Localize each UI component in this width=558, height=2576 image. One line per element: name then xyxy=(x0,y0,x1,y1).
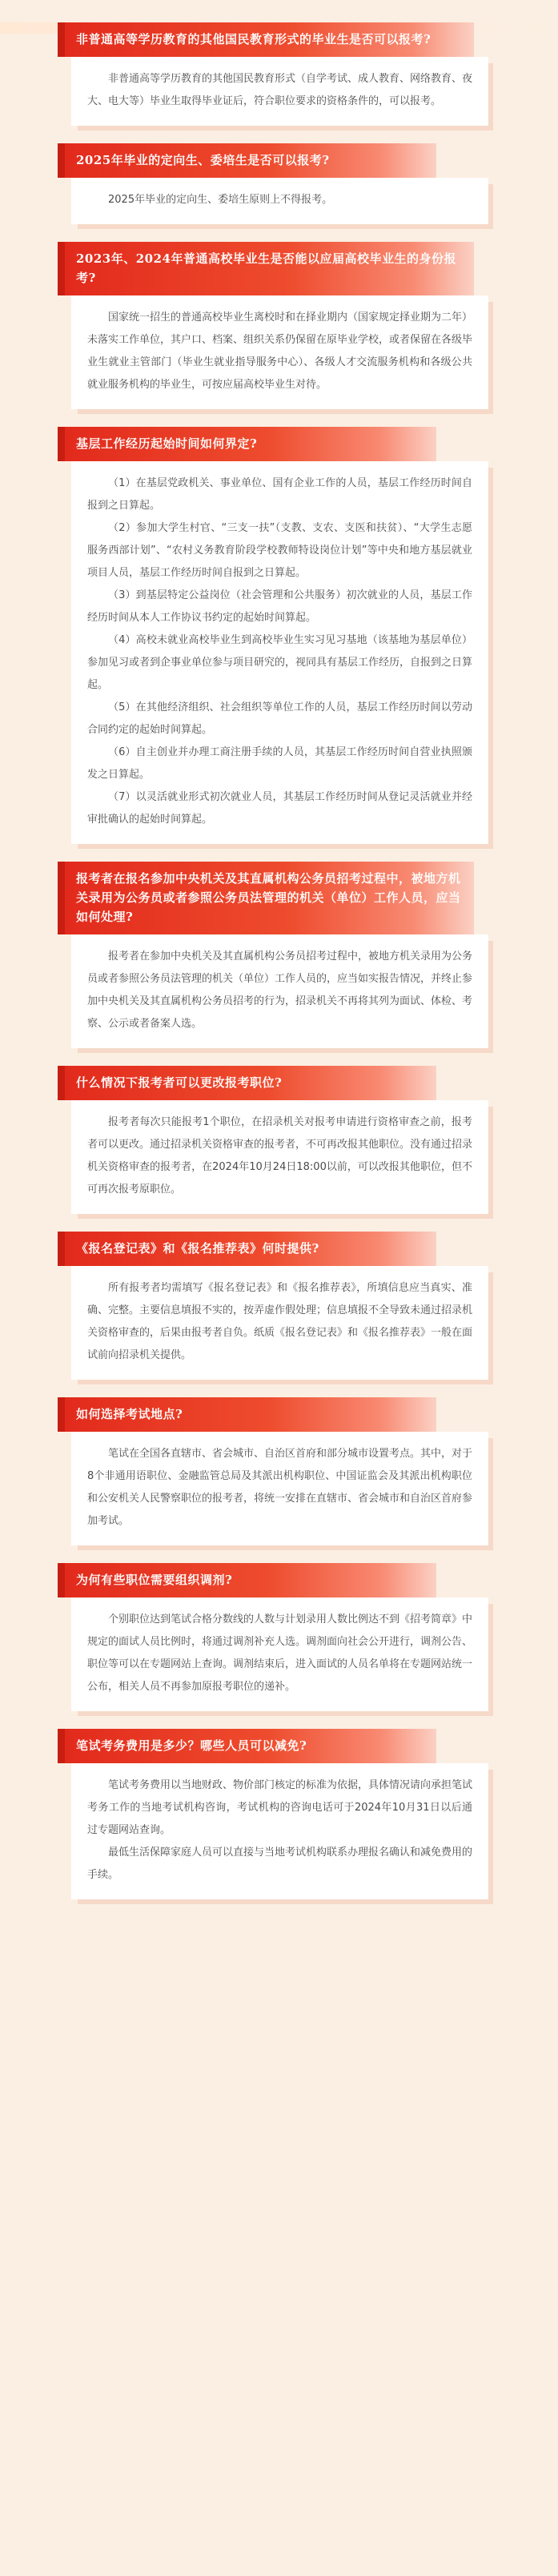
answer-paragraph: 报考者每次只能报考1个职位，在招录机关对报考申请进行资格审查之前，报考者可以更改。通过招录机关资格审查的报考者，不可再改报其他职位。没有通过招录机关资格审查的报考者，在2024年10月24日18:00以前，可以改报其他职位，但不可再次报考原职位。 xyxy=(87,1116,473,1196)
banner-accent xyxy=(58,427,65,461)
banner-accent xyxy=(58,242,65,295)
card-shadow xyxy=(78,844,493,849)
answer-paragraph: 2025年毕业的定向生、委培生原则上不得报考。 xyxy=(108,194,333,206)
faq-section xyxy=(0,1232,558,1380)
section-title: 基层工作经历起始时间如何界定? xyxy=(76,436,258,451)
section-title-banner xyxy=(65,1563,436,1597)
faq-sections xyxy=(0,22,558,1899)
section-title-banner xyxy=(65,1729,436,1763)
card-shadow xyxy=(488,941,493,1053)
answer-paragraph: 国家统一招生的普通高校毕业生离校时和在择业期内（国家规定择业期为二年）未落实工作单位，其户口、档案、组织关系仍保留在原毕业学校，或者保留在各级毕业生就业主管部门（毕业生就业指导服务中心）、各级人才交流服务机构和各级公共就业服务机构的毕业生，可按应届高校毕业生对待。 xyxy=(87,311,473,391)
banner-accent xyxy=(58,1729,65,1763)
card-shadow xyxy=(488,63,493,131)
answer-paragraph: （7）以灵活就业形式初次就业人员，其基层工作经历时间从登记灵活就业并经审批确认的起始时间算起。 xyxy=(87,791,472,826)
answer-paragraph: （5）在其他经济组织、社会组织等单位工作的人员，基层工作经历时间以劳动合同约定的起始时间算起。 xyxy=(87,701,472,736)
card-shadow xyxy=(488,468,493,849)
answer-paragraph: 笔试在全国各直辖市、省会城市、自治区首府和部分城市设置考点。其中，对于8个非通用语职位、金融监管总局及其派出机构职位、中国证监会及其派出机构职位和公安机关人民警察职位的报考者，将统一安排在直辖市、省会城市和自治区首府参加考试。 xyxy=(87,1448,473,1527)
card-shadow xyxy=(78,1048,493,1053)
answer-paragraph: （2）参加大学生村官、“三支一扶”（支教、支农、支医和扶贫）、“大学生志愿服务西部计划”、“农村义务教育阶段学校教师特设岗位计划”等中央和地方基层就业项目人员，基层工作经历时间自报到之日算起。 xyxy=(87,522,472,579)
faq-section xyxy=(0,22,558,126)
faq-section xyxy=(0,143,558,224)
section-title-banner xyxy=(65,22,474,57)
banner-accent xyxy=(58,1397,65,1432)
card-shadow xyxy=(78,1545,493,1550)
faq-section xyxy=(0,1563,558,1711)
banner-accent xyxy=(58,1232,65,1266)
section-answer-card xyxy=(71,1763,488,1899)
section-answer-card xyxy=(71,1597,488,1711)
section-title: 什么情况下报考者可以更改报考职位? xyxy=(76,1075,283,1090)
answer-paragraph: 非普通高等学历教育的其他国民教育形式（自学考试、成人教育、网络教育、夜大、电大等）毕业生取得毕业证后，符合职位要求的资格条件的，可以报考。 xyxy=(87,73,473,107)
section-title-banner xyxy=(65,143,436,178)
banner-accent xyxy=(58,143,65,178)
card-shadow xyxy=(488,184,493,229)
banner-accent xyxy=(58,862,65,934)
card-shadow xyxy=(488,1604,493,1716)
card-shadow xyxy=(78,1380,493,1384)
faq-section xyxy=(0,1066,558,1214)
card-shadow xyxy=(488,1272,493,1384)
answer-paragraph: 报考者在参加中央机关及其直属机构公务员招考过程中，被地方机关录用为公务员或者参照公务员法管理的机关（单位）工作人员的，应当如实报告情况，并终止参加中央机关及其直属机构公务员招考的行为，招录机关不再将其列为面试、体检、考察、公示或者备案人选。 xyxy=(87,950,473,1030)
answer-paragraph: （3）到基层特定公益岗位（社会管理和公共服务）初次就业的人员，基层工作经历时间从本人工作协议书约定的起始时间算起。 xyxy=(87,589,472,624)
card-shadow xyxy=(78,1711,493,1716)
section-title: 非普通高等学历教育的其他国民教育形式的毕业生是否可以报考? xyxy=(76,32,432,46)
card-shadow xyxy=(488,302,493,414)
section-title: 笔试考务费用是多少？哪些人员可以减免? xyxy=(76,1738,307,1753)
answer-paragraph: 笔试考务费用以当地财政、物价部门核定的标准为依据，具体情况请向承担笔试考务工作的当地考试机构咨询，考试机构的咨询电话可于2024年10月31日以后通过专题网站查询。 xyxy=(87,1779,473,1836)
card-shadow xyxy=(488,1438,493,1550)
section-answer-card xyxy=(71,1432,488,1545)
section-answer-card xyxy=(71,178,488,224)
answer-paragraph: 最低生活保障家庭人员可以直接与当地考试机构联系办理报名确认和减免费用的手续。 xyxy=(87,1847,473,1881)
answer-paragraph: 个别职位达到笔试合格分数线的人数与计划录用人数比例达不到《招考简章》中规定的面试人员比例时，将通过调剂补充人选。调剂面向社会公开进行，调剂公告、职位等可以在专题网站上查询。调剂结束后，进入面试的人员名单将在专题网站统一公布，相关人员不再参加原报考职位的递补。 xyxy=(87,1614,473,1693)
faq-section xyxy=(0,427,558,844)
section-answer-card xyxy=(71,57,488,126)
answer-paragraph: （4）高校未就业高校毕业生到高校毕业生实习见习基地（该基地为基层单位）参加见习或者到企事业单位参与项目研究的，视同具有基层工作经历，自报到之日算起。 xyxy=(87,634,473,691)
banner-accent xyxy=(58,1563,65,1597)
answer-paragraph: 所有报考者均需填写《报名登记表》和《报名推荐表》，所填信息应当真实、准确、完整。主要信息填报不实的，按弄虚作假处理；信息填报不全导致未通过招录机关资格审查的，后果由报考者自负。纸质《报名登记表》和《报名推荐表》一般在面试前向招录机关提供。 xyxy=(87,1282,473,1361)
section-title-banner xyxy=(65,1066,436,1100)
card-shadow xyxy=(78,224,493,229)
page xyxy=(0,22,558,1973)
section-title: 报考者在报名参加中央机关及其直属机构公务员招考过程中，被地方机关录用为公务员或者参照公务员法管理的机关（单位）工作人员，应当如何处理? xyxy=(76,871,461,924)
banner-accent xyxy=(58,1066,65,1100)
card-shadow xyxy=(78,1214,493,1219)
answer-paragraph: （6）自主创业并办理工商注册手续的人员，其基层工作经历时间自营业执照颁发之日算起。 xyxy=(87,746,472,781)
section-title: 2023年、2024年普通高校毕业生是否能以应届高校毕业生的身份报考? xyxy=(76,251,456,285)
card-shadow xyxy=(488,1107,493,1219)
faq-section xyxy=(0,1397,558,1545)
section-title: 如何选择考试地点? xyxy=(76,1407,183,1421)
section-title-banner xyxy=(65,862,474,934)
section-answer-card xyxy=(71,934,488,1048)
faq-section xyxy=(0,862,558,1048)
card-shadow xyxy=(78,1899,493,1904)
card-shadow xyxy=(78,409,493,414)
faq-section xyxy=(0,1729,558,1899)
section-answer-card xyxy=(71,1266,488,1380)
section-title: 2025年毕业的定向生、委培生是否可以报考? xyxy=(76,153,330,167)
banner-accent xyxy=(58,22,65,57)
section-title-banner xyxy=(65,1397,436,1432)
section-title-banner xyxy=(65,427,436,461)
section-title-banner xyxy=(65,242,474,295)
section-answer-card xyxy=(71,1100,488,1214)
section-answer-card xyxy=(71,461,488,844)
section-title: 《报名登记表》和《报名推荐表》何时提供? xyxy=(76,1241,319,1256)
section-title-banner xyxy=(65,1232,436,1266)
card-shadow xyxy=(78,126,493,131)
section-answer-card xyxy=(71,295,488,409)
answer-paragraph: （1）在基层党政机关、事业单位、国有企业工作的人员，基层工作经历时间自报到之日算起。 xyxy=(87,477,472,512)
section-title: 为何有些职位需要组织调剂? xyxy=(76,1573,233,1587)
card-shadow xyxy=(488,1770,493,1904)
faq-section xyxy=(0,242,558,409)
